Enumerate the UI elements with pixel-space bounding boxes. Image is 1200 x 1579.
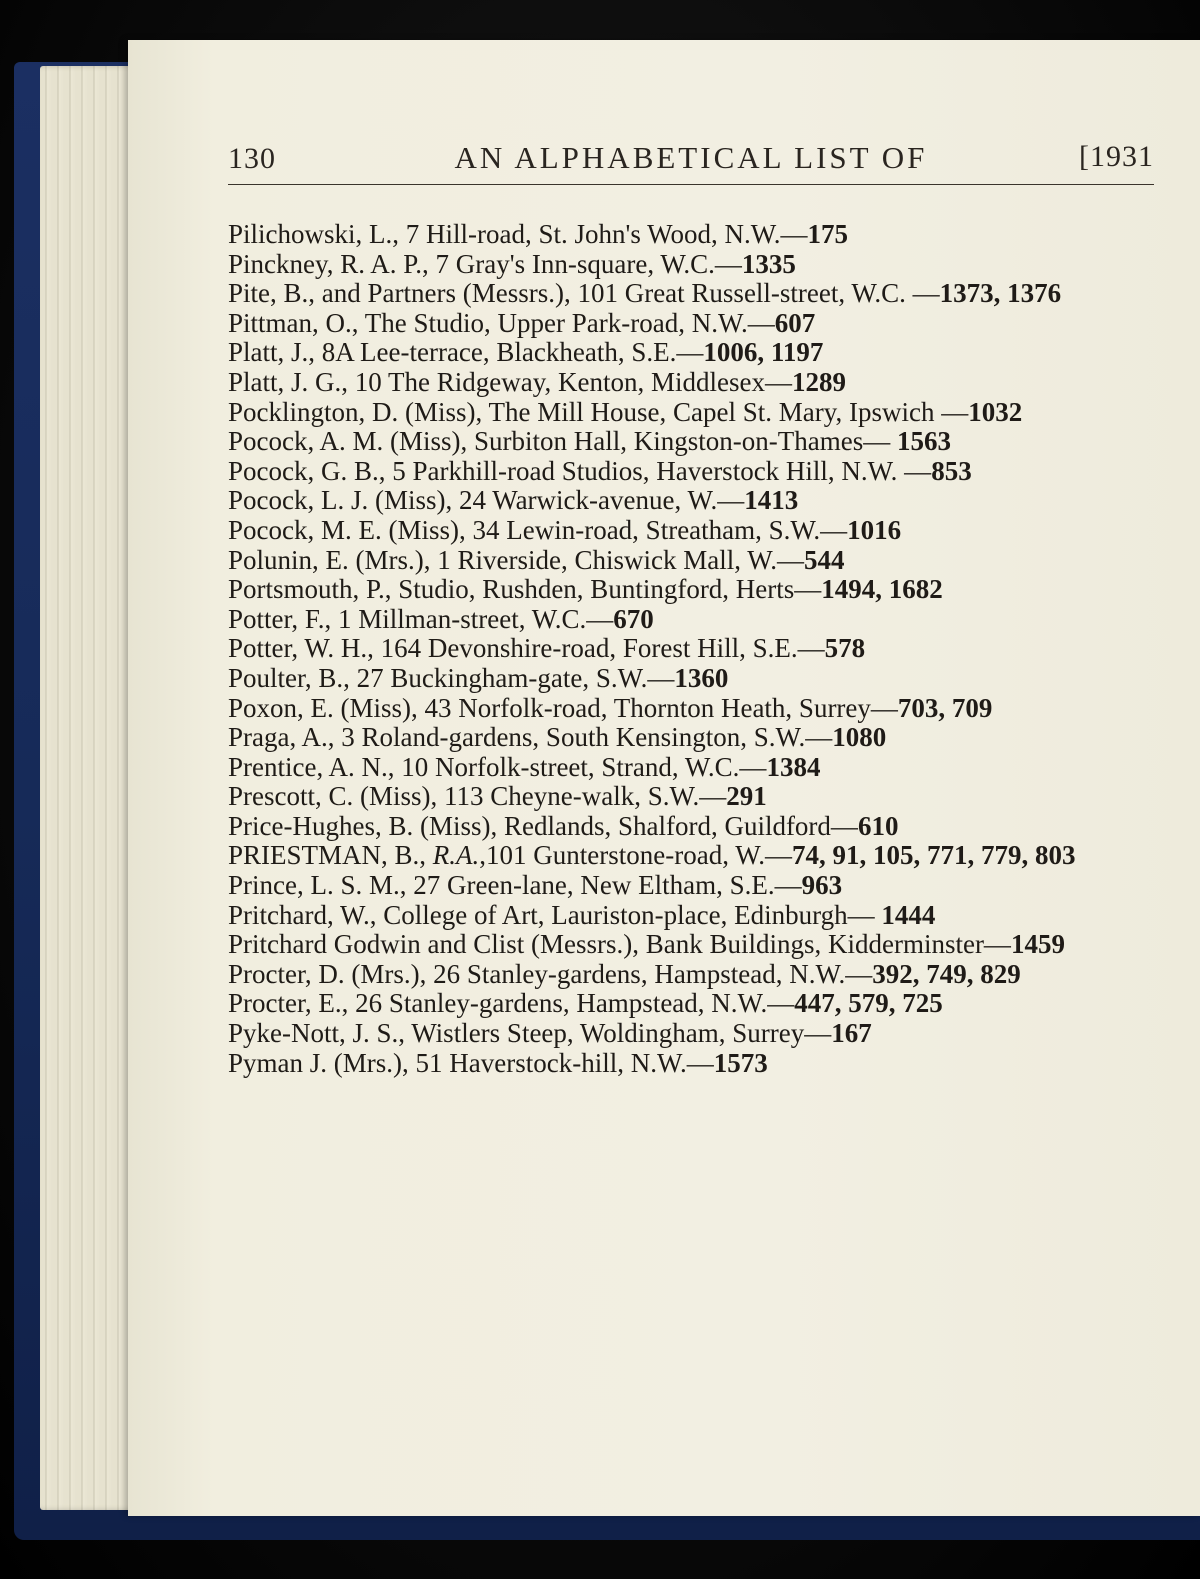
list-item [228,723,1158,753]
entry-text: Poulter, B., 27 Buckingham-gate, S.W.— [228,662,675,693]
entry-numbers: 291 [726,781,767,812]
list-item [228,220,1158,250]
entry-numbers: 1373, 1376 [939,278,1062,309]
entry-numbers: 447, 579, 725 [794,988,943,1019]
list-item [228,871,1158,901]
list-item [228,989,1158,1019]
entry-numbers: 610 [857,810,899,841]
entry-text: Pritchard, W., College of Art, Lauriston-place, Edinburgh— [228,899,882,930]
entry-rank: R.A. [432,840,480,871]
list-item [228,546,1158,576]
list-item [228,782,1158,812]
list-item [228,398,1158,428]
entry-text: Prescott, C. (Miss), 113 Cheyne-walk, S.W.— [228,781,727,812]
list-item [228,812,1158,842]
entry-numbers: 544 [804,544,845,575]
list-item [228,250,1158,280]
entry-numbers: 578 [824,633,866,664]
entry-list [228,220,1158,1078]
entry-numbers: 670 [613,603,654,634]
entry-text: Price-Hughes, B. (Miss), Redlands, Shalford, Guildford— [228,810,858,841]
entry-numbers: 1006, 1197 [703,337,824,368]
entry-numbers: 1360 [674,662,729,693]
entry-text: Pinckney, R. A. P., 7 Gray's Inn-square, W.C.— [228,248,742,279]
entry-numbers: 1459 [1010,929,1065,960]
header-rule [228,184,1154,185]
entry-text: Pocock, G. B., 5 Parkhill-road Studios, Haverstock Hill, N.W. — [228,455,932,486]
entry-text: Procter, D. (Mrs.), 26 Stanley-gardens, Hampstead, N.W.— [228,958,873,989]
entry-text: Pocock, A. M. (Miss), Surbiton Hall, Kingston-on-Thames— [228,426,897,457]
entry-text: Potter, F., 1 Millman-street, W.C.— [228,603,614,634]
list-item [228,1019,1158,1049]
list-item [228,338,1158,368]
page-number: 130 [228,142,276,175]
entry-text: Pite, B., and Partners (Messrs.), 101 Great Russell-street, W.C. — [228,278,940,309]
entry-text: Praga, A., 3 Roland-gardens, South Kensington, S.W.— [228,722,833,753]
running-head [228,136,1154,180]
entry-numbers: 1032 [968,396,1023,427]
entry-numbers: 607 [774,307,816,338]
list-item [228,694,1158,724]
entry-text: Prentice, A. N., 10 Norfolk-street, Strand, W.C.— [228,751,767,782]
entry-text: Poxon, E. (Miss), 43 Norfolk-road, Thornton Heath, Surrey— [228,692,898,723]
entry-text: Pritchard Godwin and Clist (Messrs.), Bank Buildings, Kidderminster— [228,929,1011,960]
entry-text: Procter, E., 26 Stanley-gardens, Hampstead, N.W.— [228,988,795,1019]
entry-text: Pocklington, D. (Miss), The Mill House, Capel St. Mary, Ipswich — [228,396,969,427]
entry-text: Pocock, L. J. (Miss), 24 Warwick-avenue, W.— [228,485,745,516]
entry-text: Prince, L. S. M., 27 Green-lane, New Eltham, S.E.— [228,870,802,901]
entry-numbers: 1016 [847,514,902,545]
entry-numbers: 963 [801,870,843,901]
entry-text-continued: ,101 Gunterstone-road, W.— [479,840,792,871]
entry-numbers: 1494, 1682 [821,574,943,605]
entry-numbers: 1413 [744,485,799,516]
list-item [228,960,1158,990]
list-item [228,1049,1158,1079]
entry-numbers: 1289 [791,366,846,397]
entry-text: Pocock, M. E. (Miss), 34 Lewin-road, Streatham, S.W.— [228,514,848,545]
entry-numbers: 1384 [766,751,821,782]
entry-text: Pyman J. (Mrs.), 51 Haverstock-hill, N.W.— [228,1047,714,1078]
entry-text: Pittman, O., The Studio, Upper Park-road, N.W.— [228,307,775,338]
entry-text: Pilichowski, L., 7 Hill-road, St. John's Wood, N.W.— [228,219,808,249]
entry-numbers: 1573 [713,1047,768,1078]
entry-numbers: 392, 749, 829 [872,958,1021,989]
entry-numbers: 1444 [881,899,936,930]
year-label: [1931 [1079,140,1154,173]
list-item [228,575,1158,605]
entry-text: PRIESTMAN, B., [228,840,433,871]
list-item [228,664,1158,694]
list-item [228,279,1158,309]
entry-numbers: 167 [831,1018,872,1049]
list-item [228,486,1158,516]
list-item [228,516,1158,546]
list-item [228,309,1158,339]
list-item [228,841,1158,871]
entry-numbers: 74, 91, 105, 771, 779, 803 [791,840,1076,871]
list-item [228,457,1158,487]
entry-numbers: 853 [931,455,972,486]
entry-text: Platt, J., 8A Lee-terrace, Blackheath, S.E.— [228,337,704,368]
page-title: AN ALPHABETICAL LIST OF [454,140,928,175]
entry-text: Platt, J. G., 10 The Ridgeway, Kenton, Middlesex— [228,366,792,397]
list-item [228,930,1158,960]
list-item [228,368,1158,398]
list-item [228,753,1158,783]
entry-numbers: 1335 [741,248,796,279]
entry-numbers: 175 [807,219,848,249]
list-item [228,901,1158,931]
entry-text: Portsmouth, P., Studio, Rushden, Buntingford, Herts— [228,574,822,605]
entry-numbers: 1563 [896,426,951,457]
list-item [228,605,1158,635]
page-edges [40,66,140,1510]
entry-text: Pyke-Nott, J. S., Wistlers Steep, Woldingham, Surrey— [228,1018,832,1049]
entry-numbers: 703, 709 [897,692,993,723]
list-item [228,634,1158,664]
entry-text: Potter, W. H., 164 Devonshire-road, Forest Hill, S.E.— [228,633,825,664]
entry-numbers: 1080 [832,722,887,753]
list-item [228,427,1158,457]
entry-text: Polunin, E. (Mrs.), 1 Riverside, Chiswick Mall, W.— [228,544,804,575]
